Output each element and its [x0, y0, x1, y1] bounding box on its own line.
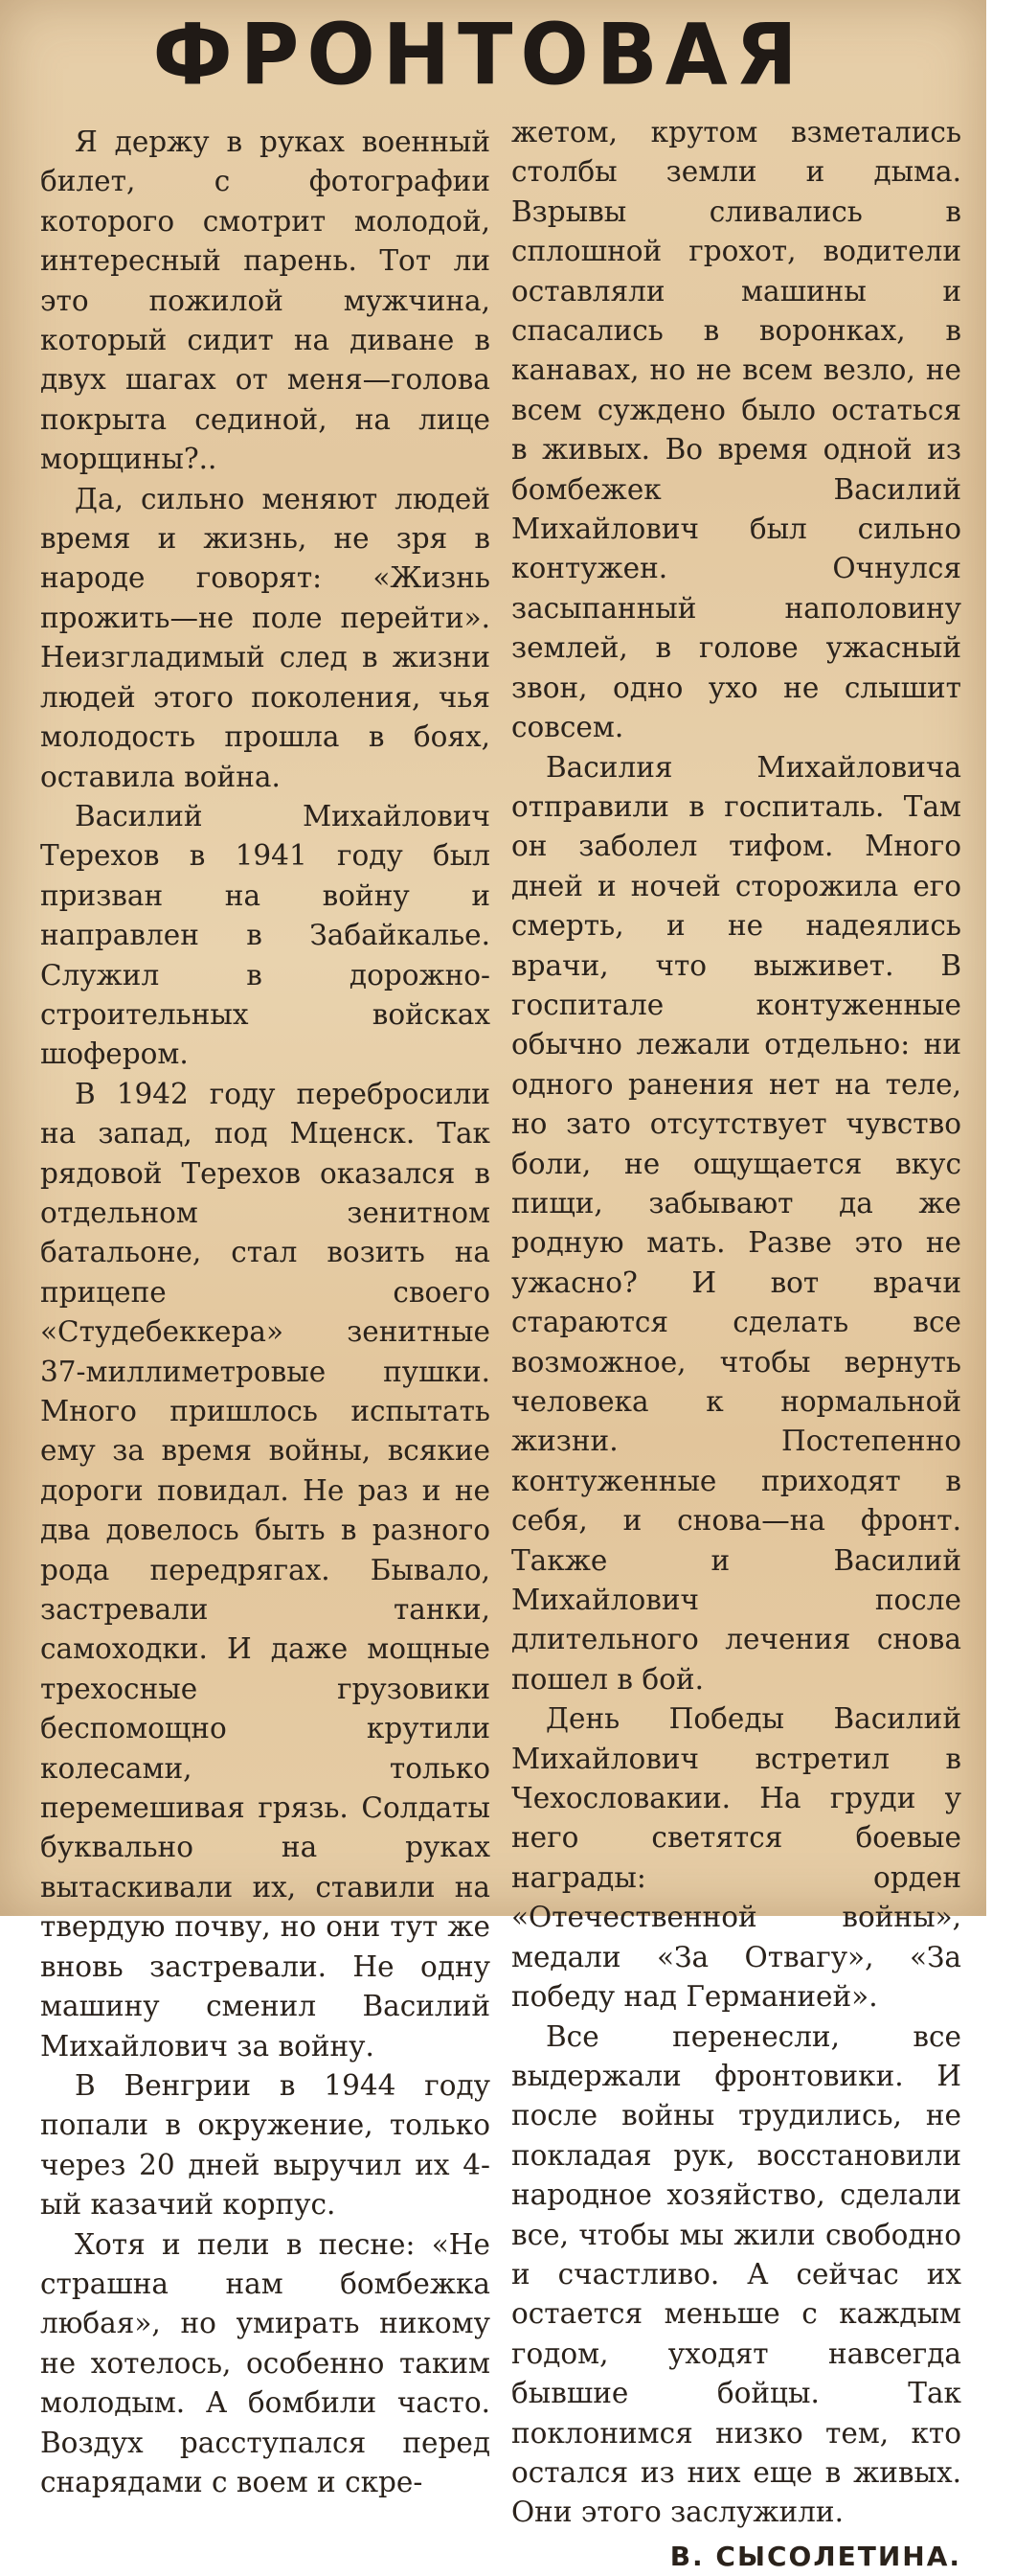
paragraph: В Венгрии в 1944 году попали в окружение, только через 20 дней выручил их 4-ый казачий корпус.	[40, 2068, 490, 2222]
author-signature: В. СЫСОЛЕТИНА.	[669, 2540, 961, 2572]
scan-margin	[986, 0, 1015, 1916]
paragraph: Я держу в руках военный билет, с фотографии которого смотрит молодой, интересный парень. Тот ли это пожилой мужчина, который сидит на диване в двух шагах от меня—голова покрыта сединой, на лице морщины?..	[40, 125, 490, 476]
paragraph: Василий Михайлович Терехов в 1941 году был призван на войну и направлен в Забайкалье. Служил в дорожно-строительных войсках шофером.	[40, 799, 490, 1071]
article-title: ФРОНТОВАЯ	[152, 5, 805, 104]
paragraph-continuation: жетом, крутом взметались столбы земли и дыма. Взрывы сливались в сплошной грохот, водители оставляли машины и спасались в воронках, в канавах, но не всем везло, не всем суждено было остаться в живых. Во время одной из бомбежек Василий Михайлович был сильно контужен. Очнулся засыпанный наполовину землей, в голове ужасный звон, одно ухо не слышит совсем.	[511, 116, 961, 744]
right-column	[511, 113, 961, 2576]
left-column	[40, 123, 490, 2502]
paragraph: Все перенесли, все выдержали фронтовики. И после войны трудились, не покладая рук, восстановили народное хозяйство, сделали все, чтобы мы жили свободно и счастливо. А сейчас их остается меньше с каждым годом, уходят навсегда бывшие бойцы. Так поклонимся низко тем, кто остался из них еще в живых. Они этого заслужили.	[511, 2019, 961, 2529]
paragraph: Василия Михайловича отправили в госпиталь. Там он заболел тифом. Много дней и ночей сторожила его смерть, и не надеялись врачи, что выживет. В госпитале контуженные обычно лежали отдельно: ни одного ранения нет на теле, но зато отсутствует чувство боли, не ощущается вкус пищи, забывают да же родную мать. Разве это не ужасно? И вот врачи стараются сделать все возможное, чтобы вернуть человека к нормальной жизни. Постепенно контуженные приходят в себя, и снова—на фронт. Также и Василий Михайлович после длительного лечения снова пошел в бой.	[511, 750, 961, 1696]
paragraph: Да, сильно меняют людей время и жизнь, не зря в народе говорят: «Жизнь прожить—не поле перейти». Неизгладимый след в жизни людей этого поколения, чья молодость прошла в боях, оставила война.	[40, 482, 490, 793]
paragraph: День Победы Василий Михайлович встретил в Чехословакии. На груди у него светятся боевые награды: орден «Отечественной войны», медали «За Отвагу», «За победу над Германией».	[511, 1702, 961, 2014]
paragraph: В 1942 году перебросили на запад, под Мценск. Так рядовой Терехов оказался в отдельном зенитном батальоне, стал возить на прицепе своего «Студебеккера» зенитные 37-миллиметровые пушки. Много пришлось испытать ему за время войны, всякие дороги повидал. Не раз и не два довелось быть в разного рода передрягах. Бывало, застревали танки, самоходки. И даже мощные трехосные грузовики беспомощно крутили колесами, только перемешивая грязь. Солдаты буквально на руках вытаскивали их, ставили на твердую почву, но они тут же вновь застревали. Не одну машину сменил Василий Михайлович за войну.	[40, 1077, 490, 2063]
paragraph: Хотя и пели в песне: «Не страшна нам бомбежка любая», но умирать никому не хотелось, особенно таким молодым. А бомбили часто. Воздух расступался перед снарядами с воем и скре-	[40, 2227, 490, 2498]
